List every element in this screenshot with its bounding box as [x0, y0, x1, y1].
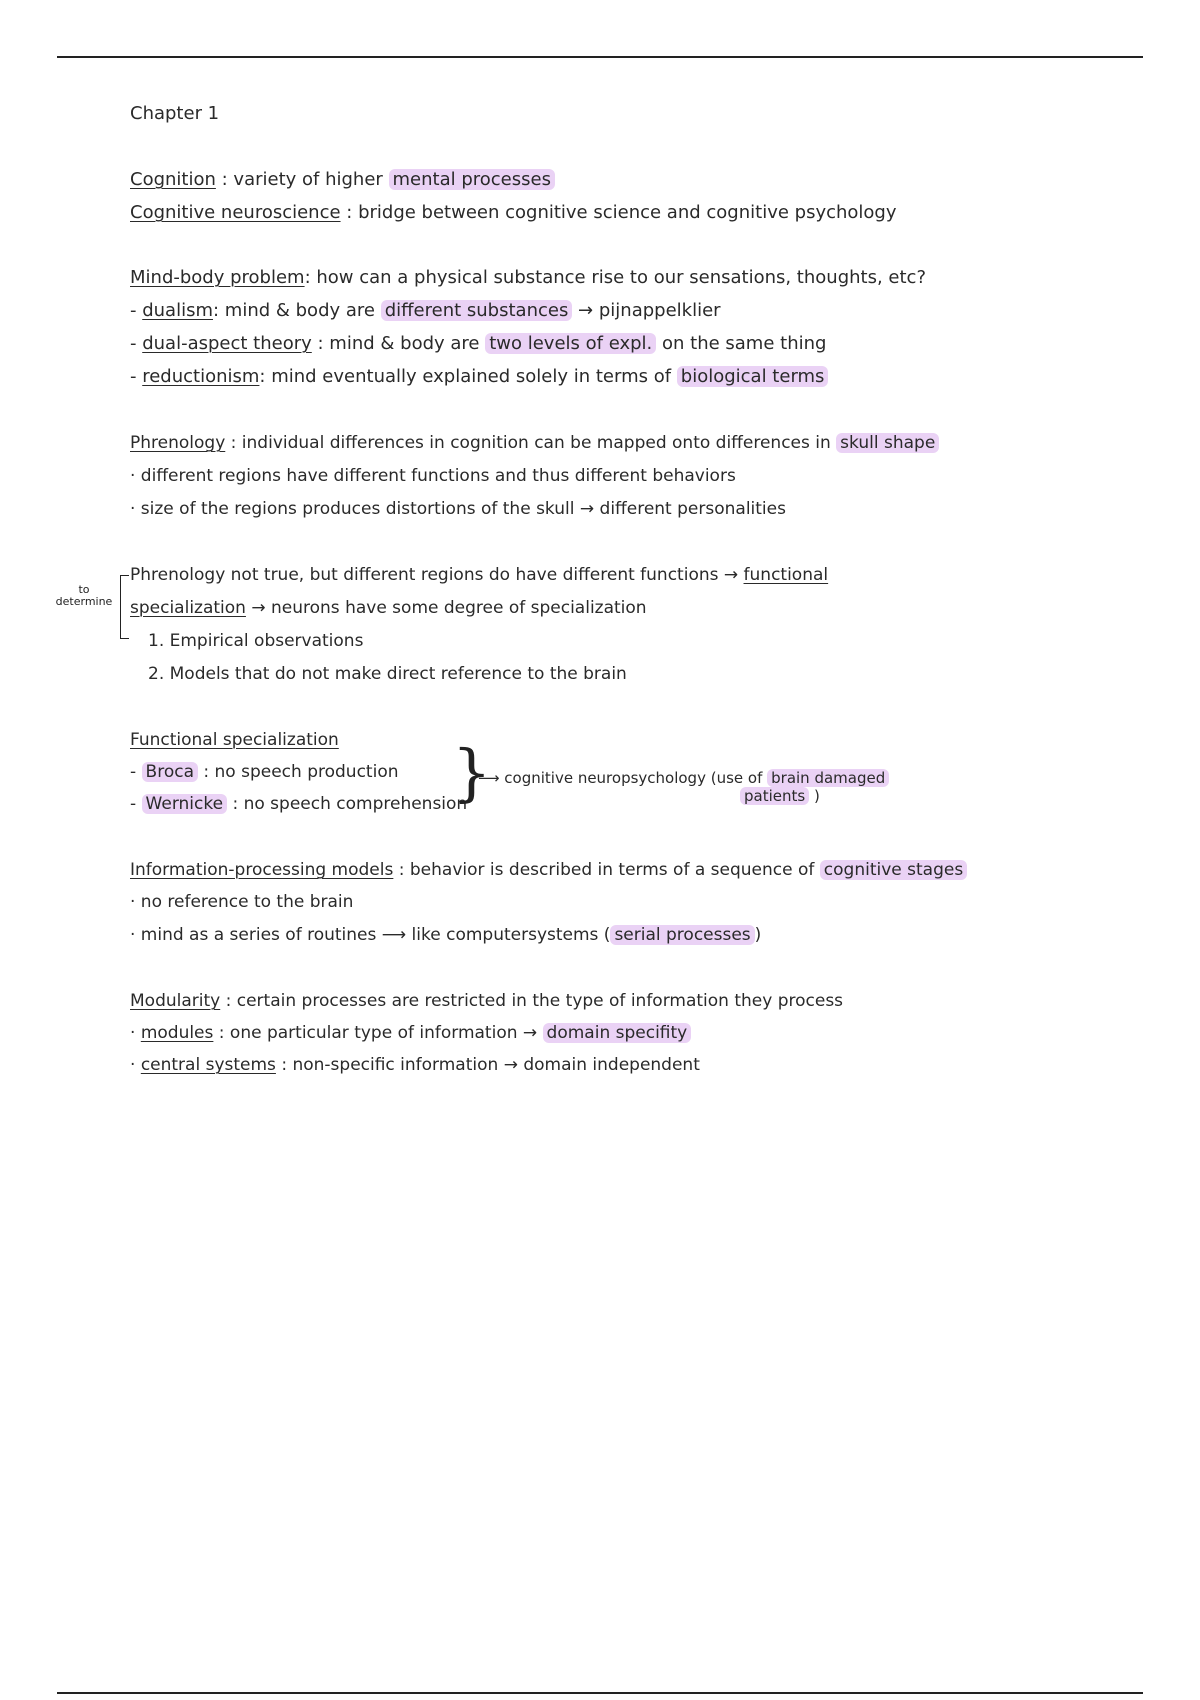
- dualism-rest: → pijnappelklier: [572, 300, 721, 321]
- functional-line-1-text: Phrenology not true, but different regions do have different functions →: [130, 565, 744, 585]
- cognition-sep: : variety of higher: [215, 169, 389, 190]
- functional-line-1: [130, 563, 828, 587]
- dualism-mid: : mind & body are: [213, 300, 381, 321]
- info-bullet-2-text: · mind as a series of routines ⟶ like computersystems (: [130, 925, 611, 945]
- mind-body-term: Mind-body problem: [130, 267, 305, 288]
- broca-highlight: Broca: [142, 762, 198, 782]
- neuropsych-highlight-b: patients: [740, 787, 809, 805]
- dual-aspect-term: dual-aspect theory: [142, 333, 312, 354]
- functional-line-2: [130, 596, 647, 620]
- func-spec-heading-text: Functional specialization: [130, 730, 339, 750]
- modules-mid: : one particular type of information →: [213, 1023, 543, 1043]
- list-dash: -: [130, 366, 143, 387]
- dualism-term: dualism: [142, 300, 213, 321]
- cog-neuro-rest: : bridge between cognitive science and cognitive psychology: [340, 202, 897, 223]
- reductionism-mid: : mind eventually explained solely in terms of: [259, 366, 677, 387]
- cognition-term: Cognition: [130, 169, 216, 190]
- modules-term: modules: [140, 1023, 214, 1043]
- modularity-rest: : certain processes are restricted in the type of information they process: [220, 991, 844, 1011]
- neuropsych-close: ): [809, 787, 820, 805]
- central-systems-term: central systems: [140, 1055, 276, 1075]
- info-bullet-1: · no reference to the brain: [130, 892, 354, 912]
- central-systems-line: [130, 1053, 700, 1077]
- list-dash: -: [130, 794, 142, 814]
- specialization-term: specialization: [130, 598, 246, 618]
- functional-item-1: 1. Empirical observations: [148, 631, 364, 651]
- wernicke-line: [130, 792, 467, 816]
- reductionism-line: [130, 365, 828, 389]
- list-dash: -: [130, 300, 143, 321]
- phrenology-bullet-1: · different regions have different functions and thus different behaviors: [130, 466, 736, 486]
- side-note-line-1: to: [78, 583, 90, 596]
- info-bullet-2-close: ): [754, 925, 762, 945]
- info-models-line: [130, 858, 967, 882]
- list-dash: -: [130, 762, 142, 782]
- functional-term: functional: [743, 565, 829, 585]
- wernicke-highlight: Wernicke: [142, 794, 228, 814]
- cog-neuro-line: [130, 201, 897, 225]
- serial-highlight: serial processes: [610, 925, 754, 945]
- determine-bracket: [120, 575, 129, 639]
- neuropsych-text: ⟶ cognitive neuropsychology (use of: [478, 769, 768, 787]
- curly-brace: }: [452, 736, 492, 809]
- info-bullet-2: [130, 923, 761, 947]
- neuropsych-line: [478, 766, 889, 790]
- dual-aspect-mid: : mind & body are: [311, 333, 486, 354]
- info-models-mid: : behavior is described in terms of a sequence of: [393, 860, 820, 880]
- phrenology-highlight: skull shape: [836, 433, 939, 453]
- wernicke-rest: : no speech comprehension: [227, 794, 468, 814]
- func-spec-heading: [130, 728, 339, 752]
- broca-rest: : no speech production: [198, 762, 399, 782]
- info-models-highlight: cognitive stages: [820, 860, 967, 880]
- modularity-term: Modularity: [130, 991, 221, 1011]
- mind-body-rest: : how can a physical substance rise to our sensations, thoughts, etc?: [304, 267, 926, 288]
- bottom-rule: [57, 1692, 1143, 1694]
- chapter-title: Chapter 1: [130, 103, 220, 124]
- dualism-line: [130, 299, 721, 323]
- side-note: [54, 584, 114, 608]
- bullet-dot: ·: [130, 1055, 141, 1075]
- side-note-line-2: determine: [55, 595, 113, 608]
- domain-specifity-highlight: domain specifity: [543, 1023, 692, 1043]
- dual-aspect-rest: on the same thing: [656, 333, 827, 354]
- phrenology-bullet-2: · size of the regions produces distortions of the skull → different personalities: [130, 499, 786, 519]
- cognition-line: [130, 168, 555, 192]
- top-rule: [57, 56, 1143, 58]
- dualism-highlight: different substances: [381, 300, 573, 321]
- functional-line-2-rest: → neurons have some degree of specialization: [245, 598, 647, 618]
- central-systems-rest: : non-specific information → domain independent: [275, 1055, 700, 1075]
- neuropsych-highlight-a: brain damaged: [767, 769, 889, 787]
- list-dash: -: [130, 333, 143, 354]
- dual-aspect-highlight: two levels of expl.: [485, 333, 656, 354]
- bullet-dot: ·: [130, 1023, 141, 1043]
- reductionism-term: reductionism: [142, 366, 260, 387]
- cog-neuro-term: Cognitive neuroscience: [130, 202, 341, 223]
- broca-line: [130, 760, 399, 784]
- phrenology-mid: : individual differences in cognition can be mapped onto differences in: [225, 433, 837, 453]
- cognition-highlight: mental processes: [389, 169, 555, 190]
- dual-aspect-line: [130, 332, 826, 356]
- phrenology-term: Phrenology: [130, 433, 226, 453]
- modularity-line: [130, 989, 843, 1013]
- reductionism-highlight: biological terms: [677, 366, 829, 387]
- functional-item-2: 2. Models that do not make direct reference to the brain: [148, 664, 627, 684]
- modules-line: [130, 1021, 691, 1045]
- mind-body-line: [130, 266, 926, 290]
- neuropsych-line-2: [740, 784, 820, 808]
- phrenology-line: [130, 431, 939, 455]
- info-models-term: Information-processing models: [130, 860, 394, 880]
